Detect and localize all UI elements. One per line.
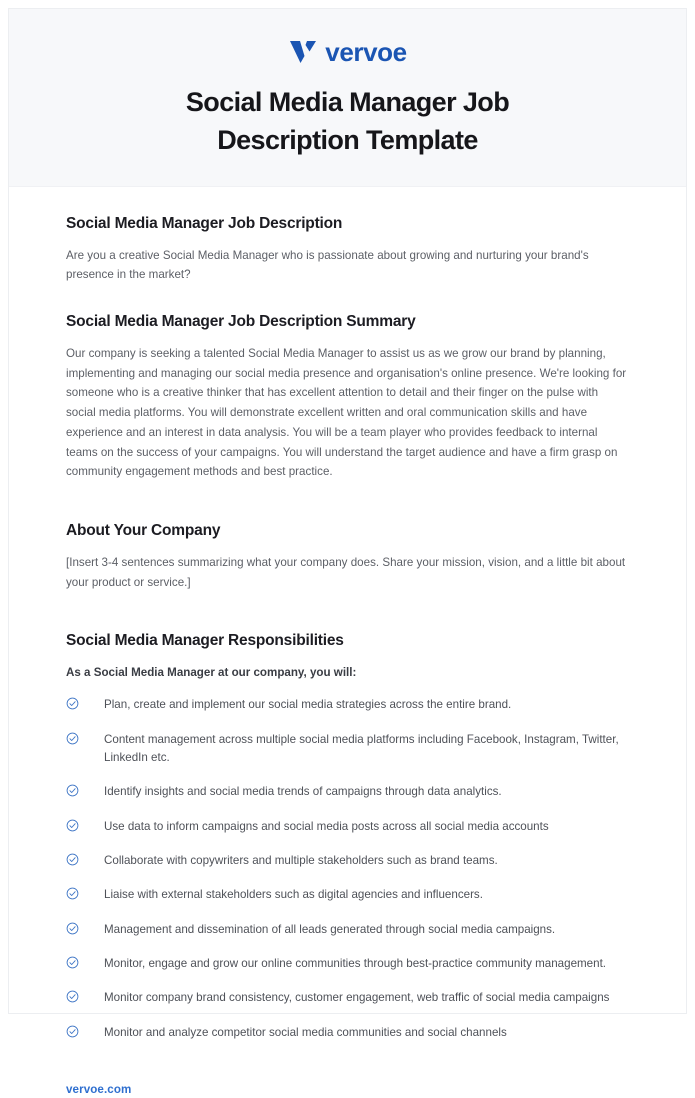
- list-item-label: Monitor company brand consistency, customer engagement, web traffic of social media campaigns: [104, 991, 610, 1005]
- check-circle-icon: [66, 697, 79, 710]
- section-about-company: [66, 522, 629, 592]
- list-item-label: Liaise with external stakeholders such as digital agencies and influencers.: [104, 888, 483, 902]
- list-item-label: Collaborate with copywriters and multiple stakeholders such as brand teams.: [104, 853, 498, 867]
- list-item-label: Content management across multiple social media platforms including Facebook, Instagram, Twitter, LinkedIn etc.: [104, 732, 619, 765]
- list-item: [66, 731, 629, 768]
- responsibilities-list: [66, 696, 629, 1041]
- document-page: [8, 8, 687, 1096]
- document-body: [9, 187, 686, 1042]
- list-item-label: Monitor and analyze competitor social media communities and social channels: [104, 1025, 507, 1039]
- list-item-label: Monitor, engage and grow our online communities through best-practice community management.: [104, 956, 607, 970]
- section-heading-about-company: About Your Company: [66, 521, 221, 539]
- check-circle-icon: [66, 819, 79, 832]
- responsibilities-lead-in: As a Social Media Manager at our company, you will:: [66, 666, 357, 680]
- section-summary: [66, 313, 629, 482]
- list-item: [66, 921, 629, 939]
- page-title: Social Media Manager Job Description Template: [185, 87, 510, 156]
- check-circle-icon: [66, 887, 79, 900]
- list-item: [66, 989, 629, 1007]
- check-circle-icon: [66, 853, 79, 866]
- document-header: [9, 9, 686, 187]
- section-heading-responsibilities: Social Media Manager Responsibilities: [66, 632, 344, 650]
- check-circle-icon: [66, 990, 79, 1003]
- paragraph-summary: Our company is seeking a talented Social Media Manager to assist us as we grow our brand by planning, implementing and managing our social media presence and organisation's online presence. We're looking for someone who is a creative thinker that has excellent attention to detail and their finger on the pulse with social media platforms. You will demonstrate excellent written and oral communication skills and have experience and an interest in data analysis. You will be a team player who provides feedback to internal teams on the success of your campaigns. You will understand the target audience and have a firm grasp on community engagement methods and best practice.: [66, 347, 627, 479]
- paragraph-about-company: [Insert 3-4 sentences summarizing what your company does. Share your mission, vision, and a little bit about your product or service.]: [66, 555, 626, 589]
- check-circle-icon: [66, 922, 79, 935]
- list-item: [66, 955, 629, 973]
- vervoe-v-logo-icon: [288, 39, 318, 65]
- footer-website-link[interactable]: vervoe.com: [66, 1082, 132, 1096]
- check-circle-icon: [66, 732, 79, 745]
- check-circle-icon: [66, 1025, 79, 1038]
- section-responsibilities: [66, 632, 629, 1041]
- list-item: [66, 886, 629, 904]
- list-item-label: Identify insights and social media trends of campaigns through data analytics.: [104, 785, 502, 799]
- section-heading-job-description: Social Media Manager Job Description: [66, 214, 343, 232]
- list-item: [66, 1024, 629, 1042]
- brand-wordmark: vervoe: [325, 37, 407, 67]
- brand-logo[interactable]: [288, 39, 406, 65]
- document-footer: [9, 1058, 686, 1098]
- list-item-label: Management and dissemination of all leads generated through social media campaigns.: [104, 922, 556, 936]
- list-item-label: Use data to inform campaigns and social media posts across all social media accounts: [104, 819, 549, 833]
- paragraph-job-description: Are you a creative Social Media Manager who is passionate about growing and nurturing your brand's presence in the market?: [66, 248, 589, 282]
- list-item: [66, 783, 629, 801]
- check-circle-icon: [66, 956, 79, 969]
- list-item: [66, 852, 629, 870]
- section-job-description: [66, 215, 629, 285]
- section-heading-summary: Social Media Manager Job Description Summary: [66, 313, 416, 331]
- list-item: [66, 696, 629, 714]
- check-circle-icon: [66, 784, 79, 797]
- list-item-label: Plan, create and implement our social media strategies across the entire brand.: [104, 698, 512, 712]
- list-item: [66, 818, 629, 836]
